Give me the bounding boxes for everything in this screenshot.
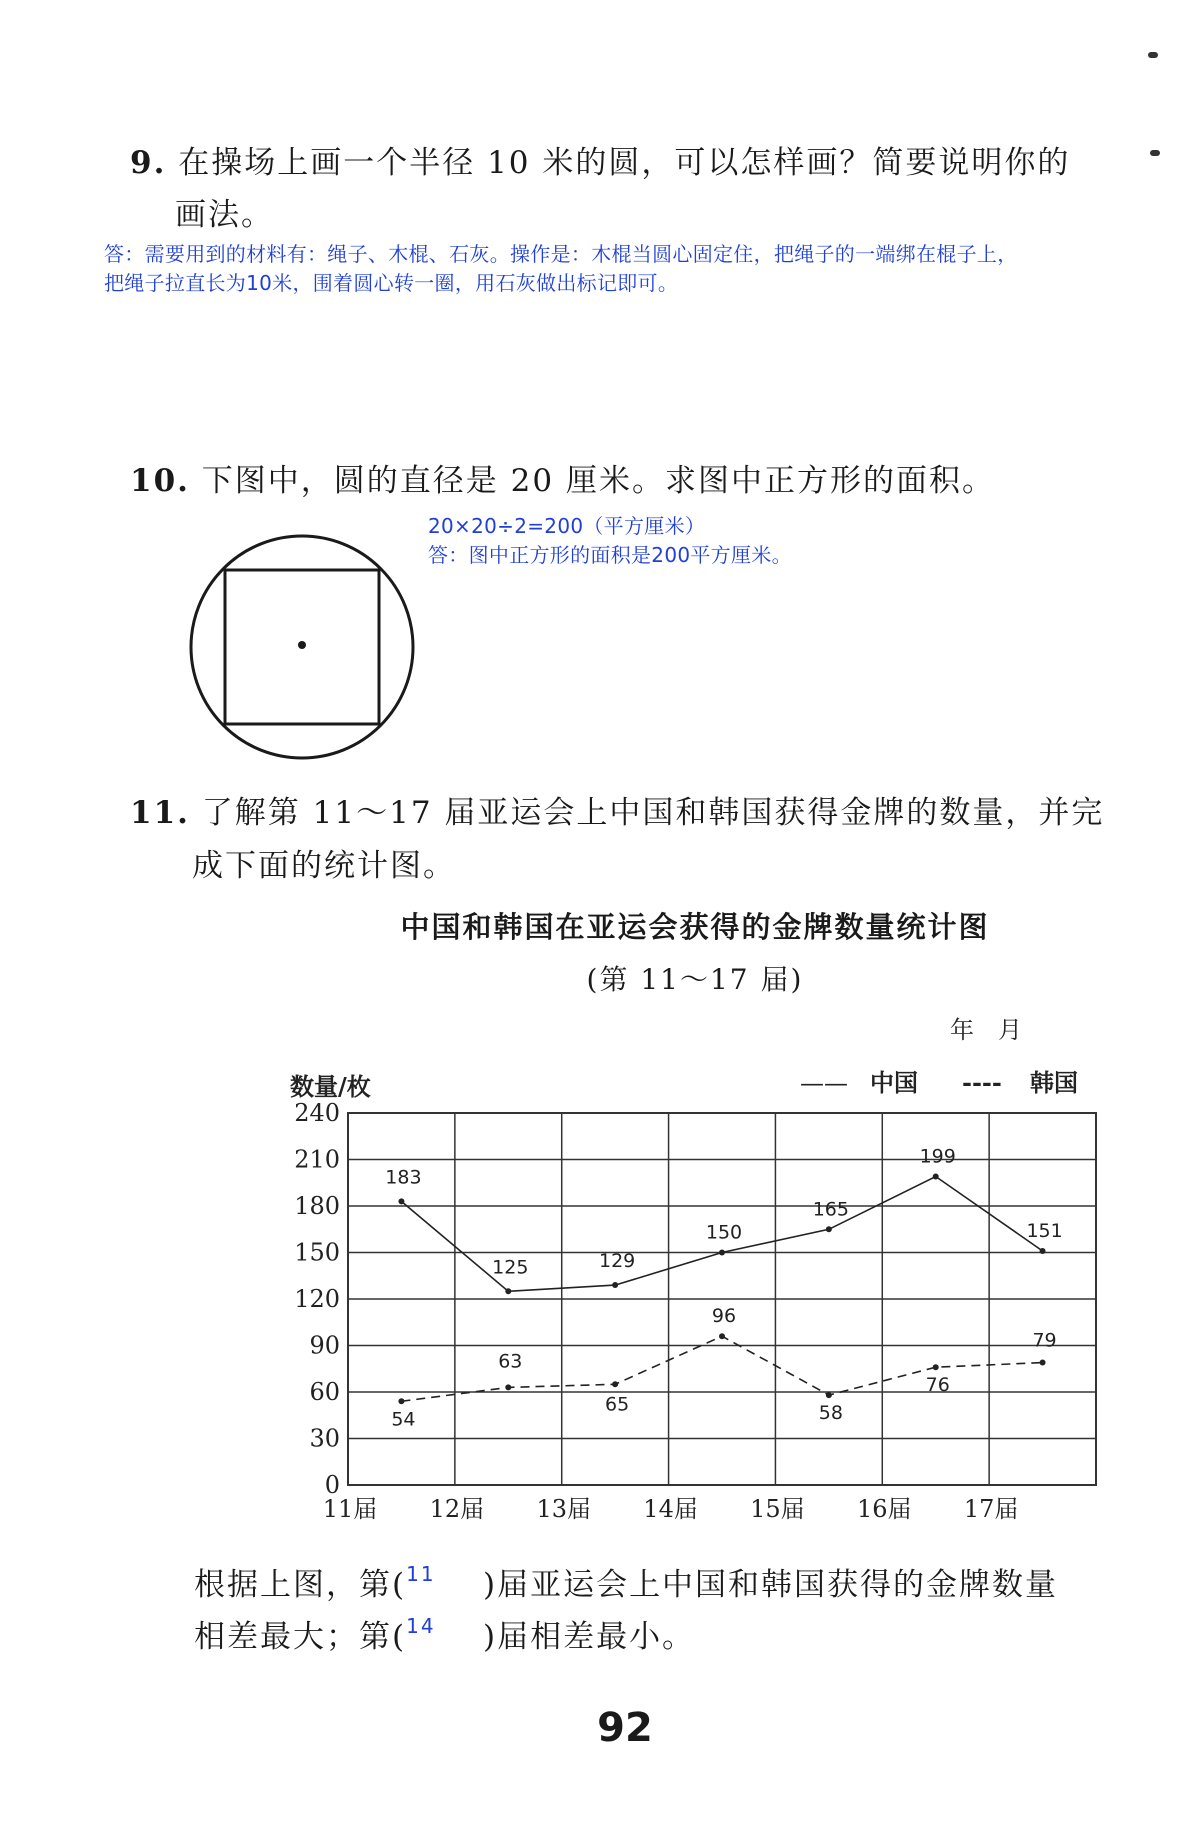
- answer-line: 答：需要用到的材料有：绳子、木棍、石灰。操作是：木棍当圆心固定住，把绳子的一端绑在棍子上，: [104, 242, 1018, 266]
- data-point: [505, 1288, 511, 1294]
- data-label: 151: [1026, 1219, 1063, 1242]
- data-label: 76: [925, 1374, 950, 1397]
- answer-10: [428, 512, 792, 570]
- data-point: [612, 1381, 618, 1387]
- page-number: 92: [597, 1705, 653, 1751]
- data-label: 165: [812, 1198, 849, 1221]
- data-label: 54: [391, 1408, 416, 1431]
- answer-line: 答：图中正方形的面积是200平方厘米。: [428, 543, 792, 567]
- y-tick-label: 60: [309, 1378, 340, 1406]
- data-label: 96: [711, 1305, 737, 1328]
- y-tick-label: 210: [294, 1145, 340, 1174]
- y-tick-label: 90: [309, 1331, 340, 1360]
- data-label: 183: [385, 1166, 422, 1189]
- question-number: 9.: [130, 145, 167, 181]
- data-label: 79: [1032, 1329, 1057, 1352]
- legend-label-korea: 韩国: [1030, 1068, 1078, 1097]
- x-tick-label: 12届: [429, 1495, 485, 1523]
- answer-9: [104, 240, 1018, 298]
- data-point: [719, 1250, 725, 1256]
- data-point: [1040, 1248, 1046, 1254]
- y-tick-label: 120: [294, 1285, 340, 1313]
- data-point: [826, 1226, 832, 1232]
- legend-line-korea: ----: [962, 1068, 1002, 1097]
- data-point: [826, 1392, 832, 1398]
- fill-text: )届亚运会上中国和韩国获得的金牌数量: [482, 1567, 1059, 1603]
- data-point: [1040, 1360, 1046, 1366]
- answer-blank-1: 11: [406, 1562, 436, 1586]
- data-point: [505, 1384, 511, 1390]
- data-point: [398, 1398, 404, 1404]
- chart-subtitle: (第 11～17 届): [586, 963, 804, 996]
- y-tick-label: 150: [294, 1238, 340, 1267]
- fill-text: )届相差最小。: [482, 1619, 696, 1655]
- fill-text: 根据上图，第(: [194, 1567, 407, 1603]
- data-label: 199: [919, 1145, 956, 1168]
- legend-label-china: 中国: [870, 1068, 918, 1097]
- question-10: [130, 458, 995, 505]
- answer-line: 把绳子拉直长为10米，围着圆心转一圈，用石灰做出标记即可。: [104, 271, 679, 295]
- data-point: [933, 1364, 939, 1370]
- y-tick-label: 240: [294, 1099, 340, 1127]
- answer-line: 20×20÷2=200（平方厘米）: [428, 514, 706, 538]
- line-chart: [0, 1000, 1200, 1560]
- x-tick-label: 16届: [857, 1495, 912, 1523]
- data-label: 58: [818, 1402, 843, 1425]
- question-11: [130, 790, 1104, 837]
- data-point: [612, 1282, 618, 1288]
- data-point: [933, 1174, 939, 1180]
- fill-in-line1: [194, 1562, 1058, 1609]
- y-axis-label: 数量/枚: [290, 1072, 371, 1101]
- data-label: 125: [492, 1256, 529, 1279]
- date-label: 年 月: [950, 1016, 1022, 1044]
- x-tick-label: 11届: [322, 1495, 378, 1523]
- data-label: 150: [705, 1221, 743, 1244]
- question-text: 在操场上画一个半径 10 米的圆，可以怎样画？简要说明你的: [178, 145, 1071, 181]
- question-number: 10.: [130, 463, 190, 499]
- answer-blank-2: 14: [406, 1614, 436, 1638]
- data-label: 63: [498, 1350, 523, 1373]
- fill-text: 相差最大；第(: [194, 1619, 407, 1655]
- edge-mark: [1148, 52, 1158, 58]
- data-label: 65: [605, 1393, 630, 1416]
- data-label: 129: [599, 1250, 636, 1273]
- x-tick-label: 15届: [750, 1495, 805, 1523]
- y-tick-label: 30: [309, 1424, 340, 1453]
- x-tick-label: 14届: [643, 1495, 698, 1523]
- x-tick-label: 13届: [536, 1495, 591, 1523]
- edge-mark: [1150, 150, 1160, 156]
- question-9: [130, 140, 1070, 187]
- circle-square-figure: [182, 528, 422, 768]
- legend-line-china: ——: [800, 1069, 848, 1097]
- data-point: [719, 1333, 725, 1339]
- center-dot: [298, 641, 306, 649]
- question-text: 了解第 11～17 届亚运会上中国和韩国获得金牌的数量，并完: [201, 795, 1105, 831]
- question-11-line2: 成下面的统计图。: [192, 848, 456, 884]
- data-point: [398, 1198, 404, 1204]
- fill-in-line2: [194, 1614, 695, 1661]
- chart-title: 中国和韩国在亚运会获得的金牌数量统计图: [400, 910, 990, 944]
- question-number: 11.: [130, 795, 190, 831]
- question-text: 下图中，圆的直径是 20 厘米。求图中正方形的面积。: [201, 463, 995, 499]
- y-tick-label: 0: [324, 1471, 340, 1499]
- y-tick-label: 180: [294, 1192, 340, 1220]
- question-9-line2: 画法。: [175, 197, 274, 233]
- x-tick-label: 17届: [963, 1495, 1019, 1523]
